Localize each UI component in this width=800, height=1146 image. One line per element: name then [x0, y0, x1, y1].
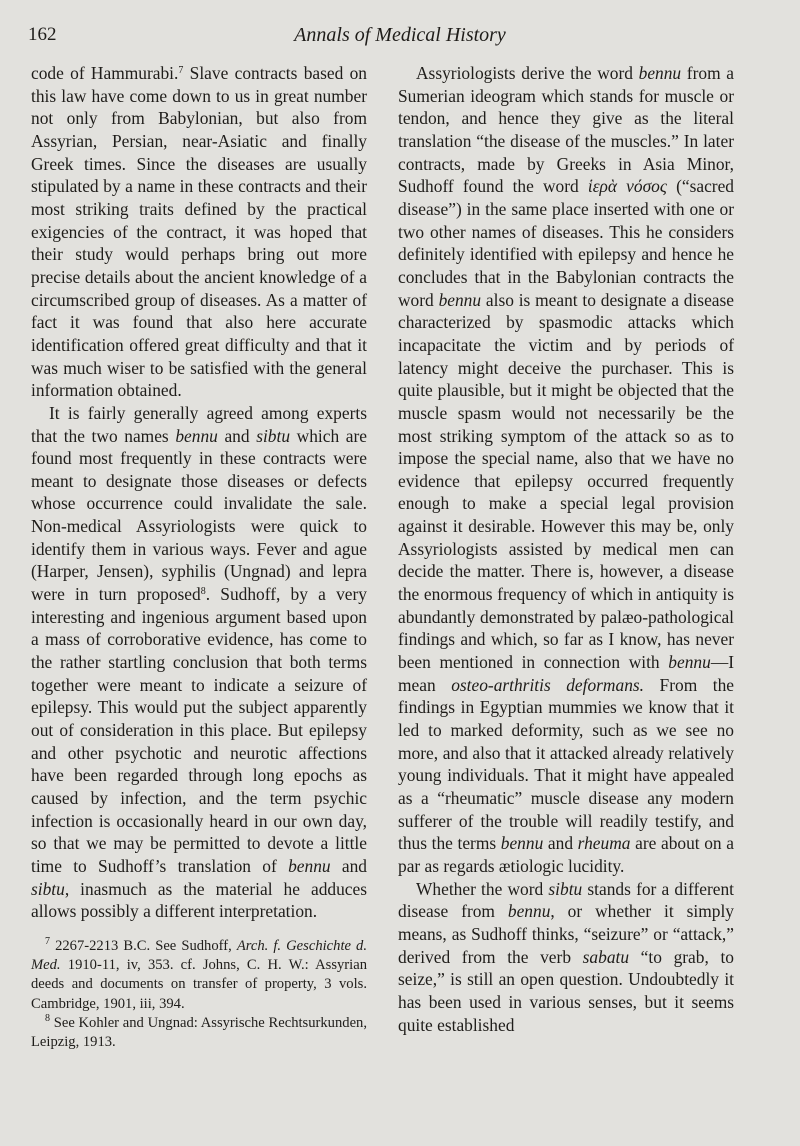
paragraph	[398, 62, 734, 878]
italic-term: bennu	[638, 63, 682, 83]
italic-term: sabatu	[582, 946, 630, 967]
italic-term: sibtu	[31, 878, 65, 899]
footnote	[31, 1014, 367, 1052]
footnote	[31, 937, 367, 1014]
footnote-marker: 8	[200, 586, 206, 598]
text-run: , inasmuch as the material he adduces allows possibly a different interpretation.	[31, 878, 367, 922]
italic-term: bennu	[507, 901, 551, 922]
italic-term: bennu	[668, 652, 711, 673]
italic-term: osteo-arthritis deformans.	[451, 674, 645, 695]
text-run: , or whether it simply means, as Sudhoff thinks, “seizure” or “attack,” derived from the verb	[398, 901, 734, 967]
text-run: and	[330, 855, 367, 876]
italic-term: rheuma	[577, 833, 631, 854]
text-run: From the findings in Egyptian mummies we know that it led to marked deformity, such as we see no more, and also that it attacked already relatively young individuals. That it might have appealed as a “rheumatic” muscle disease any modern sufferer of the trouble will readily testify, and thus the terms	[398, 674, 734, 854]
paragraph	[31, 62, 367, 402]
text-run: stands for a different disease from	[398, 878, 734, 922]
footnotes	[31, 937, 367, 1052]
text-run: 1910-11, iv, 353. cf. Johns, C. H. W.: Assyrian deeds and documents on transfer of property, 3 vols. Cambridge, 1901, iii, 394.	[31, 957, 367, 1012]
text-run: (“sacred disease”) in the same place inserted with one or two other names of diseases. This he considers definitely identified with epilepsy and hence he concludes that in the Babylonian contracts the word	[398, 176, 735, 310]
italic-term: bennu	[288, 855, 331, 876]
italic-term: bennu	[175, 425, 218, 446]
footnote-marker: 7	[178, 65, 184, 76]
italic-term: bennu	[438, 289, 482, 310]
text-run: —I mean	[398, 652, 734, 695]
italic-term: sibtu	[548, 878, 583, 899]
right-column	[398, 62, 734, 1036]
italic-term: sibtu	[256, 425, 291, 446]
footnote-marker: 7	[45, 935, 50, 947]
text-run: Assyriologists derive the word	[416, 63, 639, 83]
text-run: code of Hammurabi.	[31, 63, 179, 83]
text-run: Slave contracts based on this law have come down to us in great number not only from Babylonian, but also from Assyrian, Persian, near-Asiatic and finally Greek times. Since the diseases are usually stipulated by a name in these contracts and their most striking traits defined by the practical exigencies of the contract, it was hoped that their study would perhaps bring out more precise details about the ancient knowledge of a circumscribed group of diseases. As a matter of fact it was found that also here accurate identification offered great difficulty and that it was much wiser to be satisfied with the general information obtained.	[31, 63, 367, 401]
text-run: “to grab, to seize,” is still an open question. Undoubtedly it has been used in various senses, but it seems quite established	[398, 946, 734, 1035]
italic-term: ἱερὰ νόσος	[587, 176, 667, 197]
text-run: which are found most frequently in these contracts were meant to designate those diseases or defects whose occurrence could invalidate the sale. Non-medical Assyriologists were quick to identify them in various ways. Fever and ague (Harper, Jensen), syphilis (Ungnad) and lepra were in turn proposed	[31, 425, 367, 605]
left-column	[31, 62, 367, 1052]
text-run: are about on a par as regards ætiologic lucidity.	[398, 833, 734, 876]
text-run: from a Sumerian ideogram which stands for muscle or tendon, and hence they give as the literal translation “the disease of the muscles.” In later contracts, made by Greeks in Asia Minor, Sudhoff found the word	[398, 63, 734, 197]
paragraph	[398, 878, 734, 1037]
running-title: Annals of Medical History	[294, 24, 506, 46]
page-header	[28, 24, 772, 50]
text-run: 2267-2213 B.C. See Sudhoff,	[50, 937, 237, 954]
text-run: also is meant to designate a disease characterized by spasmodic attacks which incapacitate the victim and by periods of latency might deceive the purchaser. This is quite plausible, but it might be objected that the muscle spasm would not necessarily be the most striking symptom of the attack so as to impose the special name, also that we have no evidence that epilepsy occurred frequently enough to make a special legal provision against it desirable. However this may be, only Assyriologists assisted by medical men can decide the matter. There is, however, a disease the enormous frequency of which in antiquity is abundantly demonstrated by palæo-pathological findings and which, so far as I know, has never been mentioned in connection with	[398, 289, 734, 673]
page-number: 162	[28, 24, 57, 45]
text-run: It is fairly generally agreed among experts that the two names	[31, 402, 367, 446]
text-run: and	[543, 833, 578, 854]
text-run: Whether the word	[416, 878, 549, 899]
italic-term: bennu	[500, 833, 544, 854]
paragraph	[31, 402, 367, 923]
text-run: See Kohler and Ungnad: Assyrische Rechtsurkunden, Leipzig, 1913.	[31, 1014, 367, 1050]
text-run: . Sudhoff, by a very interesting and ingenious argument based upon a mass of corroborative evidence, has come to the rather startling conclusion that both terms together were meant to indicate a seizure of epilepsy. This would put the subject apparently out of consideration in this place. But epilepsy and other psychotic and neurotic affections have been regarded through long epochs as caused by infection, and the term psychic infection is occasionally heard in our own day, so that we may be permitted to devote a little time to Sudhoff’s translation of	[31, 584, 367, 876]
text-run: and	[217, 425, 257, 446]
footnote-marker: 8	[45, 1012, 50, 1024]
italic-term: Arch. f. Geschichte d. Med.	[31, 937, 367, 974]
